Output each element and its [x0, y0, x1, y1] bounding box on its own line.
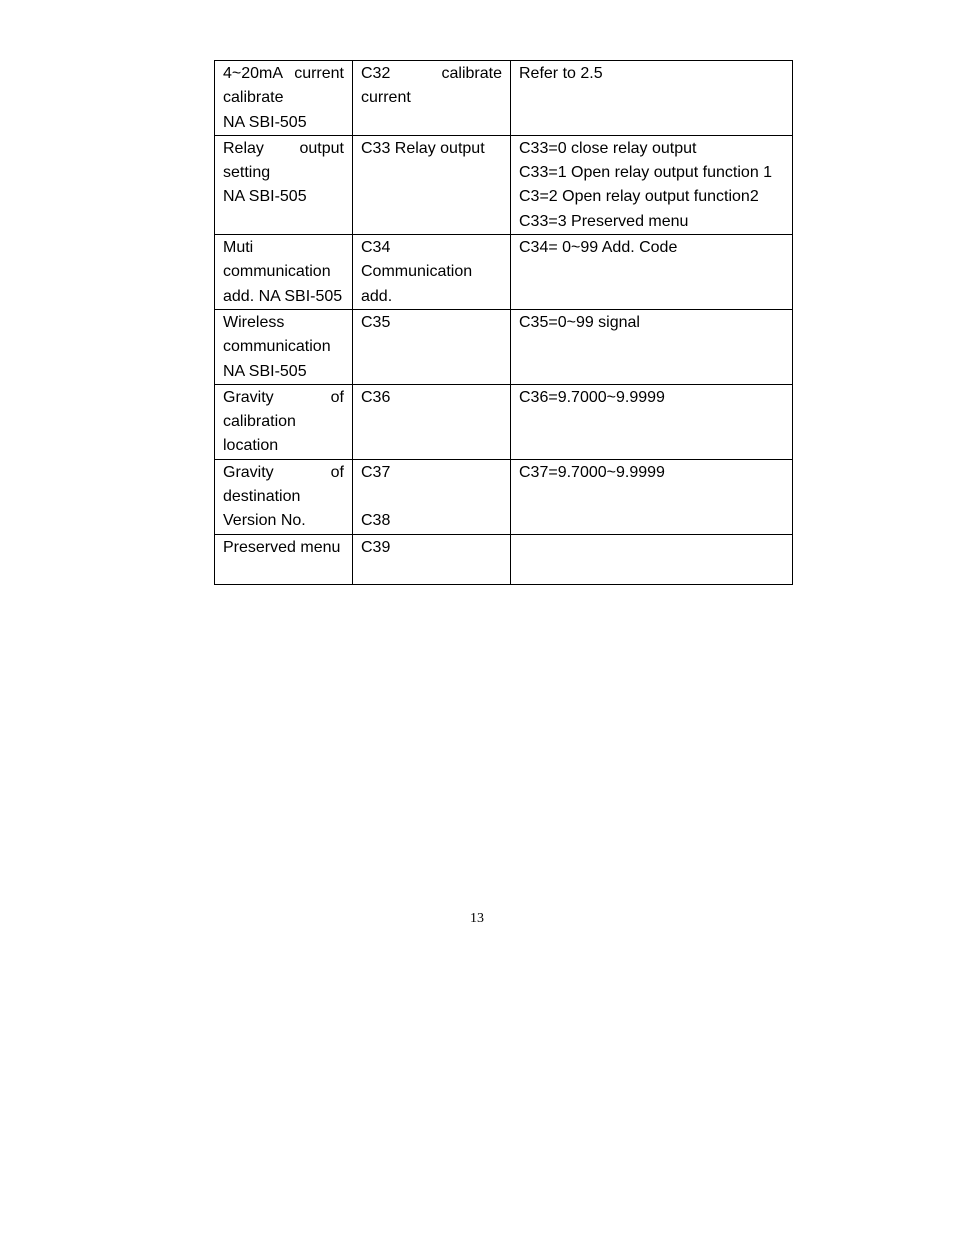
menu-line: Communication — [361, 263, 473, 281]
function-line: setting — [223, 164, 271, 182]
function-line: NA SBI-505 — [223, 362, 307, 380]
menu-line-spacer — [361, 485, 502, 509]
function-line: Gravity of — [223, 463, 344, 481]
menu-settings-table — [214, 60, 793, 585]
function-line: add. NA SBI-505 — [223, 287, 343, 305]
setting-cell — [511, 135, 793, 234]
function-cell — [215, 235, 353, 310]
function-cell — [215, 135, 353, 234]
menu-code-cell — [353, 459, 511, 534]
function-line: Muti — [223, 239, 254, 257]
function-line: NA SBI-505 — [223, 188, 307, 206]
table-row — [215, 534, 793, 584]
function-line: destination — [223, 488, 301, 506]
menu-line: C33 Relay output — [361, 139, 485, 157]
function-cell — [215, 459, 353, 534]
setting-line: C33=0 close relay output — [519, 139, 697, 157]
menu-line: C39 — [361, 538, 391, 556]
table-row — [215, 235, 793, 310]
function-line: communication — [223, 263, 331, 281]
function-cell — [215, 534, 353, 584]
setting-line: C33=1 Open relay output function 1 — [519, 164, 773, 182]
setting-cell — [511, 384, 793, 459]
setting-cell — [511, 309, 793, 384]
function-line: calibration — [223, 413, 296, 431]
function-line: Relay output — [223, 139, 344, 157]
function-cell — [215, 384, 353, 459]
setting-line: C37=9.7000~9.9999 — [519, 463, 665, 481]
setting-line: C35=0~99 signal — [519, 313, 640, 331]
setting-line: C34= 0~99 Add. Code — [519, 239, 678, 257]
menu-code-cell — [353, 384, 511, 459]
menu-code-cell — [353, 534, 511, 584]
table-row — [215, 61, 793, 136]
setting-line: C36=9.7000~9.9999 — [519, 388, 665, 406]
function-line: location — [223, 437, 279, 455]
function-cell — [215, 61, 353, 136]
menu-line: add. — [361, 287, 393, 305]
menu-table-body — [215, 61, 793, 585]
function-line: Preserved menu — [223, 538, 341, 556]
setting-cell — [511, 235, 793, 310]
function-line: calibrate — [223, 89, 284, 107]
page-number: 13 — [470, 911, 484, 926]
menu-line: C36 — [361, 388, 391, 406]
menu-line: C34 — [361, 239, 391, 257]
menu-line: C32 calibrate — [361, 65, 502, 82]
function-line: Gravity of — [223, 388, 344, 406]
menu-line: current — [361, 89, 411, 107]
setting-cell — [511, 61, 793, 136]
setting-cell — [511, 534, 793, 584]
menu-code-cell — [353, 309, 511, 384]
function-line: Wireless — [223, 313, 285, 331]
setting-line: C3=2 Open relay output function2 — [519, 188, 759, 206]
function-line: NA SBI-505 — [223, 113, 307, 131]
function-line: communication — [223, 338, 331, 356]
menu-line: C37 — [361, 463, 391, 481]
menu-line: C38 — [361, 512, 391, 530]
function-line: 4~20mA current — [223, 65, 344, 82]
table-row — [215, 384, 793, 459]
setting-cell — [511, 459, 793, 534]
menu-code-cell — [353, 135, 511, 234]
table-row — [215, 459, 793, 534]
setting-line: C33=3 Preserved menu — [519, 212, 689, 230]
table-row — [215, 135, 793, 234]
menu-code-cell — [353, 61, 511, 136]
menu-code-cell — [353, 235, 511, 310]
table-row — [215, 309, 793, 384]
function-cell — [215, 309, 353, 384]
function-line: Version No. — [223, 512, 306, 530]
setting-line: Refer to 2.5 — [519, 65, 603, 82]
menu-line: C35 — [361, 313, 391, 331]
